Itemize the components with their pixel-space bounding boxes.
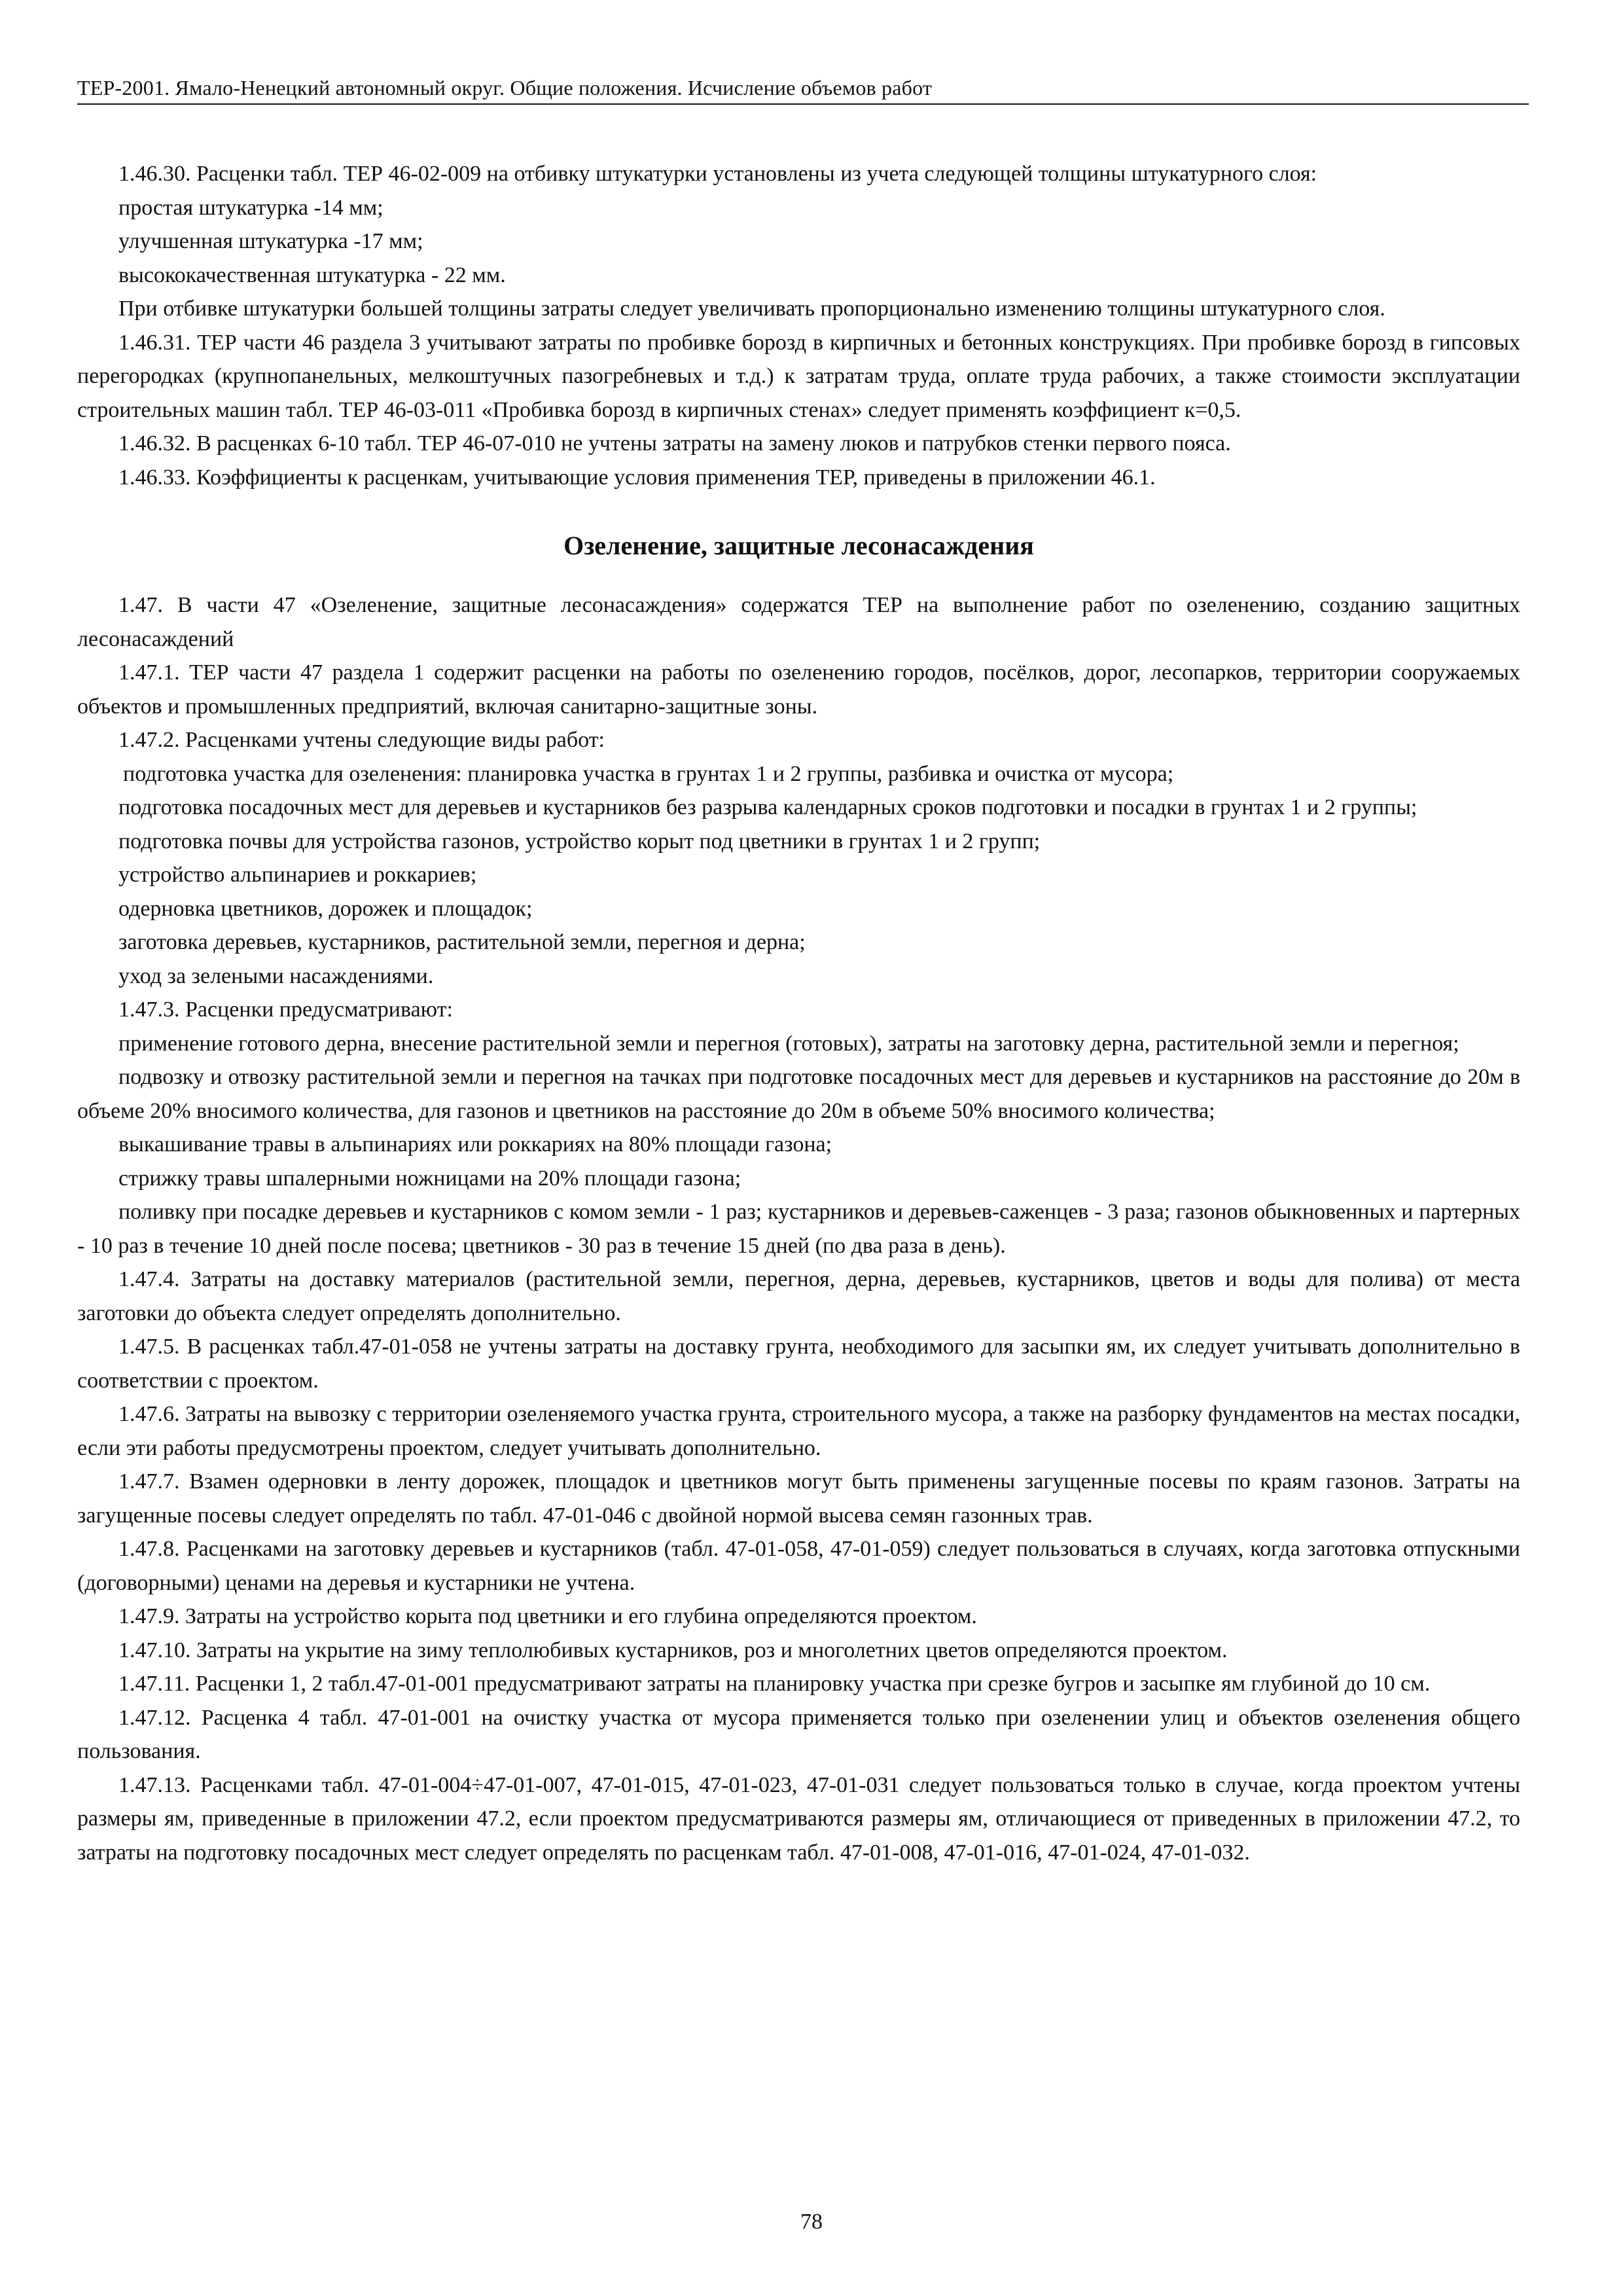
paragraph: 1.47.10. Затраты на укрытие на зиму теплолюбивых кустарников, роз и многолетних цветов определяются проектом. xyxy=(118,1638,1228,1662)
section-title: Озеленение, защитные лесонасаждения xyxy=(563,531,1034,560)
paragraph: 1.46.33. Коэффициенты к расценкам, учитывающие условия применения ТЕР, приведены в приложении 46.1. xyxy=(118,465,1156,490)
list-item: поливку при посадке деревьев и кустарников с комом земли - 1 раз; кустарников и деревьев-саженцев - 3 раза; газонов обыкновенных и партерных - 10 раз в течение 10 дней после посева; цветников - 30 раз в течение 15 дней (по два раза в день). xyxy=(77,1200,1520,1258)
list-item: простая штукатурка -14 мм; xyxy=(118,195,383,220)
list-item: улучшенная штукатурка -17 мм; xyxy=(118,229,423,253)
paragraph: 1.47.12. Расценка 4 табл. 47-01-001 на очистку участка от мусора применяется только при озеленении улиц и объектов озеленения общего пользования. xyxy=(77,1705,1520,1763)
page-content xyxy=(77,157,1520,1869)
running-header: ТЕР-2001. Ямало-Ненецкий автономный округ. Общие положения. Исчисление объемов работ xyxy=(77,75,1529,105)
list-item: заготовка деревьев, кустарников, растительной земли, перегноя и дерна; xyxy=(118,930,806,954)
list-item: подвозку и отвозку растительной земли и перегноя на тачках при подготовке посадочных мест для деревьев и кустарников на расстояние до 20м в объеме 20% вносимого количества, для газонов и цветников на расстояние до 20м в объеме 50% вносимого количества; xyxy=(77,1065,1520,1123)
paragraph: 1.47.4. Затраты на доставку материалов (растительной земли, перегноя, дерна, деревьев, кустарников, цветов и воды для полива) от места заготовки до объекта следует определять дополнительно. xyxy=(77,1267,1520,1325)
list-item: применение готового дерна, внесение растительной земли и перегноя (готовых), затраты на заготовку дерна, растительной земли и перегноя; xyxy=(118,1031,1459,1056)
paragraph: 1.47.1. ТЕР части 47 раздела 1 содержит расценки на работы по озеленению городов, посёлков, дорог, лесопарков, территории сооружаемых объектов и промышленных предприятий, включая санитарно-защитные зоны. xyxy=(77,660,1520,719)
list-item: подготовка почвы для устройства газонов, устройство корыт под цветники в грунтах 1 и 2 групп; xyxy=(118,829,1041,853)
list-item: подготовка участка для озеленения: планировка участка в грунтах 1 и 2 группы, разбивка и очистка от мусора; xyxy=(123,761,1174,786)
list-item: высококачественная штукатурка - 22 мм. xyxy=(118,262,506,287)
list-item: выкашивание травы в альпинариях или роккариях на 80% площади газона; xyxy=(118,1132,832,1157)
paragraph: 1.46.32. В расценках 6-10 табл. ТЕР 46-07-010 не учтены затраты на замену люков и патрубков стенки первого пояса. xyxy=(118,431,1231,456)
paragraph: 1.47.5. В расценках табл.47-01-058 не учтены затраты на доставку грунта, необходимого для засыпки ям, их следует учитывать дополнительно в соответствии с проектом. xyxy=(77,1335,1520,1393)
page-number: 78 xyxy=(800,2210,823,2234)
list-item: подготовка посадочных мест для деревьев и кустарников без разрыва календарных сроков подготовки и посадки в грунтах 1 и 2 группы; xyxy=(118,795,1418,819)
paragraph: 1.47.6. Затраты на вывозку с территории озеленяемого участка грунта, строительного мусора, а также на разборку фундаментов на местах посадки, если эти работы предусмотрены проектом, следует учитывать дополнительно. xyxy=(77,1402,1520,1460)
paragraph: 1.47.13. Расценками табл. 47-01-004÷47-01-007, 47-01-015, 47-01-023, 47-01-031 следует пользоваться только в случае, когда проектом учтены размеры ям, приведенные в приложении 47.2, если проектом предусматриваются размеры ям, отличающиеся от приведенных в приложении 47.2, то затраты на подготовку посадочных мест следует определять по расценкам табл. 47-01-008, 47-01-016, 47-01-024, 47-01-032. xyxy=(77,1772,1520,1865)
paragraph: 1.46.31. ТЕР части 46 раздела 3 учитывают затраты по пробивке борозд в кирпичных и бетонных конструкциях. При пробивке борозд в гипсовых перегородках (крупнопанельных, мелкоштучных пазогребневых и т.д.) к затратам труда, оплате труда рабочих, а также стоимости эксплуатации строительных машин табл. ТЕР 46-03-011 «Пробивка борозд в кирпичных стенах» следует применять коэффициент к=0,5. xyxy=(77,330,1520,422)
list-item: устройство альпинариев и роккариев; xyxy=(118,863,477,887)
paragraph: 1.47.9. Затраты на устройство корыта под цветники и его глубина определяются проектом. xyxy=(118,1604,977,1628)
paragraph: 1.47. В части 47 «Озеленение, защитные лесонасаждения» содержатся ТЕР на выполнение работ по озеленению, созданию защитных лесонасаждений xyxy=(77,593,1520,651)
paragraph: 1.47.2. Расценками учтены следующие виды работ: xyxy=(118,728,605,752)
paragraph: 1.47.11. Расценки 1, 2 табл.47-01-001 предусматривают затраты на планировку участка при срезке бугров и засыпке ям глубиной до 10 см. xyxy=(118,1672,1431,1696)
paragraph: 1.46.30. Расценки табл. ТЕР 46-02-009 на отбивку штукатурки установлены из учета следующей толщины штукатурного слоя: xyxy=(118,162,1317,186)
paragraph: 1.47.3. Расценки предусматривают: xyxy=(118,997,453,1022)
list-item: одерновка цветников, дорожек и площадок; xyxy=(118,896,533,921)
paragraph: При отбивке штукатурки большей толщины затраты следует увеличивать пропорционально изменению толщины штукатурного слоя. xyxy=(118,296,1385,321)
paragraph: 1.47.8. Расценками на заготовку деревьев и кустарников (табл. 47-01-058, 47-01-059) следует пользоваться в случаях, когда заготовка отпускными (договорными) ценами на деревья и кустарники не учтена. xyxy=(77,1537,1520,1595)
list-item: уход за зелеными насаждениями. xyxy=(118,963,434,988)
list-item: стрижку травы шпалерными ножницами на 20% площади газона; xyxy=(118,1166,741,1191)
paragraph: 1.47.7. Взамен одерновки в ленту дорожек, площадок и цветников могут быть применены загущенные посевы по краям газонов. Затраты на загущенные посевы следует определять по табл. 47-01-046 с двойной нормой высева семян газонных трав. xyxy=(77,1469,1520,1528)
